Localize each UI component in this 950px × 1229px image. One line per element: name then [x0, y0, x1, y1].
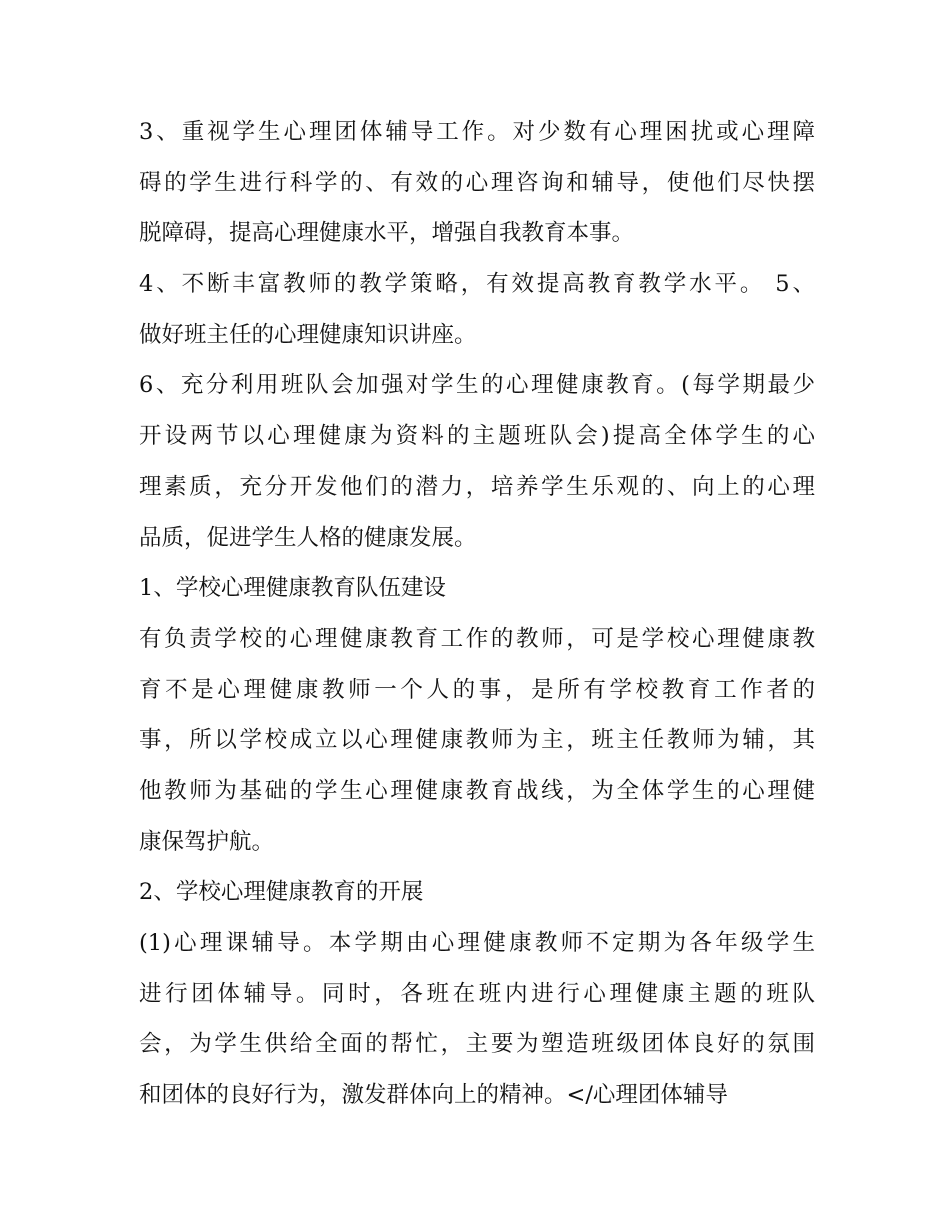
text-line: 育不是心理健康教师一个人的事，是所有学校教育工作者的: [139, 676, 815, 703]
text-line: 和团体的良好行为，激发群体向上的精神。</心理团体辅导: [139, 1082, 728, 1109]
text-line: 康保驾护航。: [139, 828, 275, 855]
text-line: 3、重视学生心理团体辅导工作。对少数有心理困扰或心理障: [139, 119, 815, 145]
text-line: 他教师为基础的学生心理健康教育战线，为全体学生的心理健: [139, 777, 815, 804]
text-line: 进行团体辅导。同时，各班在班内进行心理健康主题的班队: [139, 980, 815, 1007]
text-line: 做好班主任的心理健康知识讲座。: [139, 321, 477, 348]
text-line: 有负责学校的心理健康教育工作的教师，可是学校心理健康教: [139, 625, 815, 652]
text-line: 碍的学生进行科学的、有效的心理咨询和辅导，使他们尽快摆: [139, 169, 815, 196]
text-line: 6、充分利用班队会加强对学生的心理健康教育。(每学期最少: [139, 372, 815, 399]
text-line: 品质，促进学生人格的健康发展。: [139, 524, 477, 551]
text-line: (1)心理课辅导。本学期由心理健康教师不定期为各年级学生: [139, 930, 815, 956]
section-heading: 1、学校心理健康教育队伍建设: [139, 575, 446, 602]
text-line: 脱障碍，提高心理健康水平，增强自我教育本事。: [139, 220, 635, 247]
text-line: 事，所以学校成立以心理健康教师为主，班主任教师为辅，其: [139, 727, 815, 754]
section-heading: 2、学校心理健康教育的开展: [139, 879, 424, 906]
text-line: 理素质，充分开发他们的潜力，培养学生乐观的、向上的心理: [139, 473, 815, 500]
text-line: 开设两节以心理健康为资料的主题班队会)提高全体学生的心: [139, 423, 815, 450]
document-body: [139, 107, 815, 1121]
text-line: 会，为学生供给全面的帮忙，主要为塑造班级团体良好的氛围: [139, 1031, 815, 1058]
text-line: 4、不断丰富教师的教学策略，有效提高教育教学水平。 5、: [139, 271, 815, 298]
